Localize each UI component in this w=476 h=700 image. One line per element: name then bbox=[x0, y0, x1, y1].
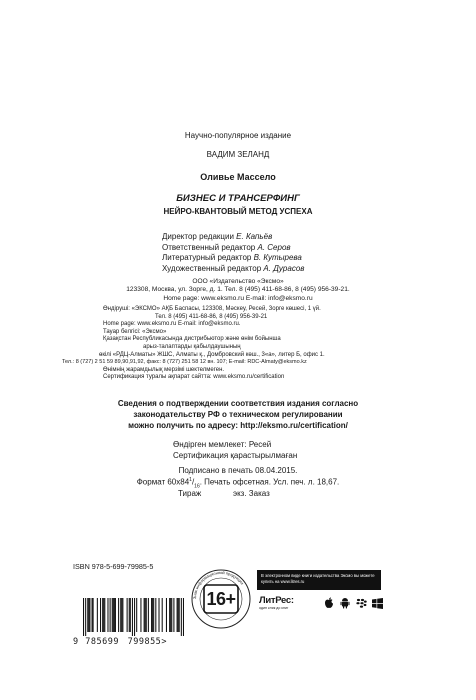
editor-line bbox=[162, 253, 304, 264]
barcode-bar bbox=[144, 598, 145, 632]
barcode-bar bbox=[166, 598, 167, 632]
signed-date: Подписано в печать 08.04.2015. bbox=[178, 466, 298, 475]
publisher-line: 123308, Москва, ул. Зорге, д. 1. Тел. 8 (495) 411-68-86, 8 (495) 956-39-21. bbox=[126, 286, 350, 294]
barcode-bar bbox=[103, 598, 104, 632]
barcode-bar bbox=[92, 598, 93, 632]
genre-label: Научно-популярное издание bbox=[184, 131, 292, 140]
barcode-bar bbox=[122, 598, 123, 632]
barcode-bar bbox=[115, 598, 116, 632]
book-title: БИЗНЕС И ТРАНСЕРФИНГ bbox=[176, 193, 300, 204]
litres-logo-text: ЛитРес: bbox=[259, 595, 294, 606]
barcode-first-digit: 9 bbox=[73, 637, 79, 647]
barcode-image bbox=[83, 598, 184, 636]
barcode-bar bbox=[132, 598, 133, 636]
apple-icon bbox=[322, 597, 336, 609]
barcode-bar bbox=[162, 598, 163, 632]
format-sub: 16 bbox=[194, 483, 200, 490]
editor-line bbox=[162, 232, 304, 243]
publisher-kz-line: Тел. 8 (495) 411-68-86, 8 (495) 956-39-21 bbox=[155, 313, 268, 320]
barcode-bar bbox=[170, 598, 171, 632]
book-author: Оливье Массело bbox=[200, 172, 276, 182]
editor-role: Литературный редактор bbox=[162, 253, 252, 262]
publisher-line: Home page: www.eksmo.ru E-mail: info@eksmo.ru bbox=[163, 294, 313, 302]
barcode-bar bbox=[83, 598, 84, 636]
tirazh-label: Тираж bbox=[178, 489, 202, 498]
barcode-bar bbox=[100, 598, 101, 632]
publisher-kz-line: Сертификация туралы ақпарат сайтта: www.eksmo.ru/certification bbox=[103, 374, 285, 381]
barcode-bar bbox=[121, 598, 122, 632]
barcode-bar bbox=[104, 598, 105, 632]
cert-line: законодательству РФ о техническом регулировании bbox=[133, 410, 343, 419]
publisher-line: ООО «Издательство «Эксмо» bbox=[192, 278, 284, 285]
barcode-bar bbox=[120, 598, 121, 632]
editor-line bbox=[162, 264, 304, 275]
barcode-bar bbox=[136, 598, 137, 632]
barcode-bar bbox=[85, 598, 86, 636]
barcode-bar bbox=[127, 598, 128, 632]
age-ring-text: Знак информационной продукции bbox=[191, 569, 245, 600]
barcode-bar bbox=[134, 598, 135, 636]
barcode-bar bbox=[169, 598, 170, 632]
barcode-left-digits: 785699 bbox=[85, 637, 119, 647]
barcode-digits bbox=[73, 637, 167, 647]
editor-name: В. Кутырева bbox=[253, 253, 302, 262]
barcode-bar bbox=[140, 598, 141, 632]
blackberry-icon bbox=[354, 597, 368, 609]
editor-name: А. Серов bbox=[257, 242, 291, 252]
publisher-kz-line: Қазақстан Республикасында дистрибьютор және өнім бойынша bbox=[103, 336, 281, 343]
cert-line: можно получить по адресу: http://eksmo.ru/certification/ bbox=[128, 421, 348, 430]
editors-list bbox=[162, 232, 304, 274]
editor-role: Директор редакции bbox=[162, 232, 234, 241]
barcode-bar bbox=[93, 598, 94, 632]
barcode-bar bbox=[171, 598, 172, 632]
barcode-bar bbox=[88, 598, 89, 632]
barcode-bar bbox=[145, 598, 146, 632]
barcode-bar bbox=[153, 598, 154, 632]
cert-line: Сведения о подтверждении соответствия издания согласно bbox=[117, 399, 359, 408]
publisher-ru bbox=[0, 278, 476, 303]
age-rating-label: 16+ bbox=[206, 589, 236, 609]
barcode-bar bbox=[107, 598, 108, 632]
editor-line bbox=[162, 243, 304, 254]
publisher-kz-line: арыз-талаптарды қабылдаушының bbox=[143, 343, 241, 350]
publisher-kz-line: Өнімнің жарамдылық мерзімі шектелмеген. bbox=[103, 366, 225, 373]
litres-banner bbox=[257, 570, 381, 590]
barcode-bar bbox=[181, 598, 182, 636]
barcode-bar bbox=[102, 598, 103, 632]
format-sup: 1 bbox=[189, 477, 192, 483]
publisher-kz-line: Тауар белгісі: «Эксмо» bbox=[103, 328, 167, 335]
barcode-bar bbox=[158, 598, 159, 632]
android-icon bbox=[338, 597, 352, 609]
barcode-bar bbox=[97, 598, 98, 632]
certification-block bbox=[0, 398, 476, 431]
isbn-label: ISBN 978-5-699-79985-5 bbox=[73, 562, 154, 571]
barcode-bar bbox=[178, 598, 179, 632]
origin-line: Өндірген мемлекет: Ресей bbox=[173, 440, 272, 449]
publisher-kz-line: Home page: www.eksmo.ru E-mail: info@eksmo.ru. bbox=[103, 321, 241, 328]
barcode-bar bbox=[177, 598, 178, 632]
barcode-bar bbox=[112, 598, 113, 632]
editor-role: Ответственный редактор bbox=[162, 242, 256, 252]
barcode-right-digits: 799855 bbox=[127, 637, 162, 647]
litres-banner-text: В электронном виде книги издательства Эксмо вы можете купить на www.litres.ru bbox=[261, 573, 375, 585]
publisher-kz-line: өкілі «РДЦ-Алматы» ЖШС, Алматы қ., Домбровский көш., 3«а», литер Б, офис 1. bbox=[99, 351, 325, 358]
barcode-bar bbox=[151, 598, 152, 632]
origin-block bbox=[173, 439, 297, 461]
barcode-bar bbox=[179, 598, 180, 632]
barcode-bar bbox=[113, 598, 114, 632]
book-subtitle: НЕЙРО-КВАНТОВЫЙ МЕТОД УСПЕХА bbox=[163, 207, 313, 216]
barcode-bar bbox=[148, 598, 149, 632]
barcode-bar bbox=[152, 598, 153, 632]
editor-role: Художественный редактор bbox=[162, 263, 262, 273]
publisher-kz-line: Өндіруші: «ЭКСМО» АҚБ Баспасы, 123308, Мәскеу, Ресей, Зорге көшесі, 1 үй. bbox=[103, 306, 321, 312]
barcode-bar bbox=[155, 598, 156, 632]
zakaz-label: экз. Заказ bbox=[233, 489, 270, 498]
barcode-bar bbox=[146, 598, 147, 632]
barcode-bar bbox=[173, 598, 174, 632]
barcode-bar bbox=[114, 598, 115, 632]
barcode-bar bbox=[130, 598, 131, 632]
editor-name: Е. Капьёв bbox=[236, 232, 273, 241]
series-author: ВАДИМ ЗЕЛАНД bbox=[206, 150, 270, 159]
barcode-bar bbox=[118, 598, 119, 632]
format-suffix: . Печать офсетная. Усл. печ. л. 18,67. bbox=[199, 477, 340, 487]
barcode-bar bbox=[110, 598, 111, 632]
barcode-bar bbox=[183, 598, 184, 636]
barcode-bar bbox=[129, 598, 130, 632]
format-prefix: Формат 60x84 bbox=[136, 477, 190, 487]
barcode-end-marker: > bbox=[161, 637, 167, 647]
publisher-kz bbox=[62, 306, 325, 382]
barcode-bar bbox=[89, 598, 90, 632]
publisher-kz-line: Тел.: 8 (727) 2 51 59 89,90,91,92, факс: 8 (727) 251 58 12 вн. 107; E-mail: RDC-Almaty@eksmo.kz bbox=[62, 359, 307, 366]
editor-name: А. Дурасов bbox=[263, 263, 305, 273]
litres-logo-sub: один клик до книг bbox=[259, 606, 289, 610]
litres-logo bbox=[259, 595, 303, 613]
origin-line: Сертификация қарастырылмаған bbox=[173, 451, 298, 460]
format-line: Формат $60x84^1/_{16}$. Печать офсетная. Усл. печ. л. 18,67. bbox=[136, 477, 340, 490]
age-rating-badge bbox=[190, 568, 252, 630]
barcode-bar bbox=[87, 598, 88, 632]
windows-icon bbox=[370, 597, 384, 609]
